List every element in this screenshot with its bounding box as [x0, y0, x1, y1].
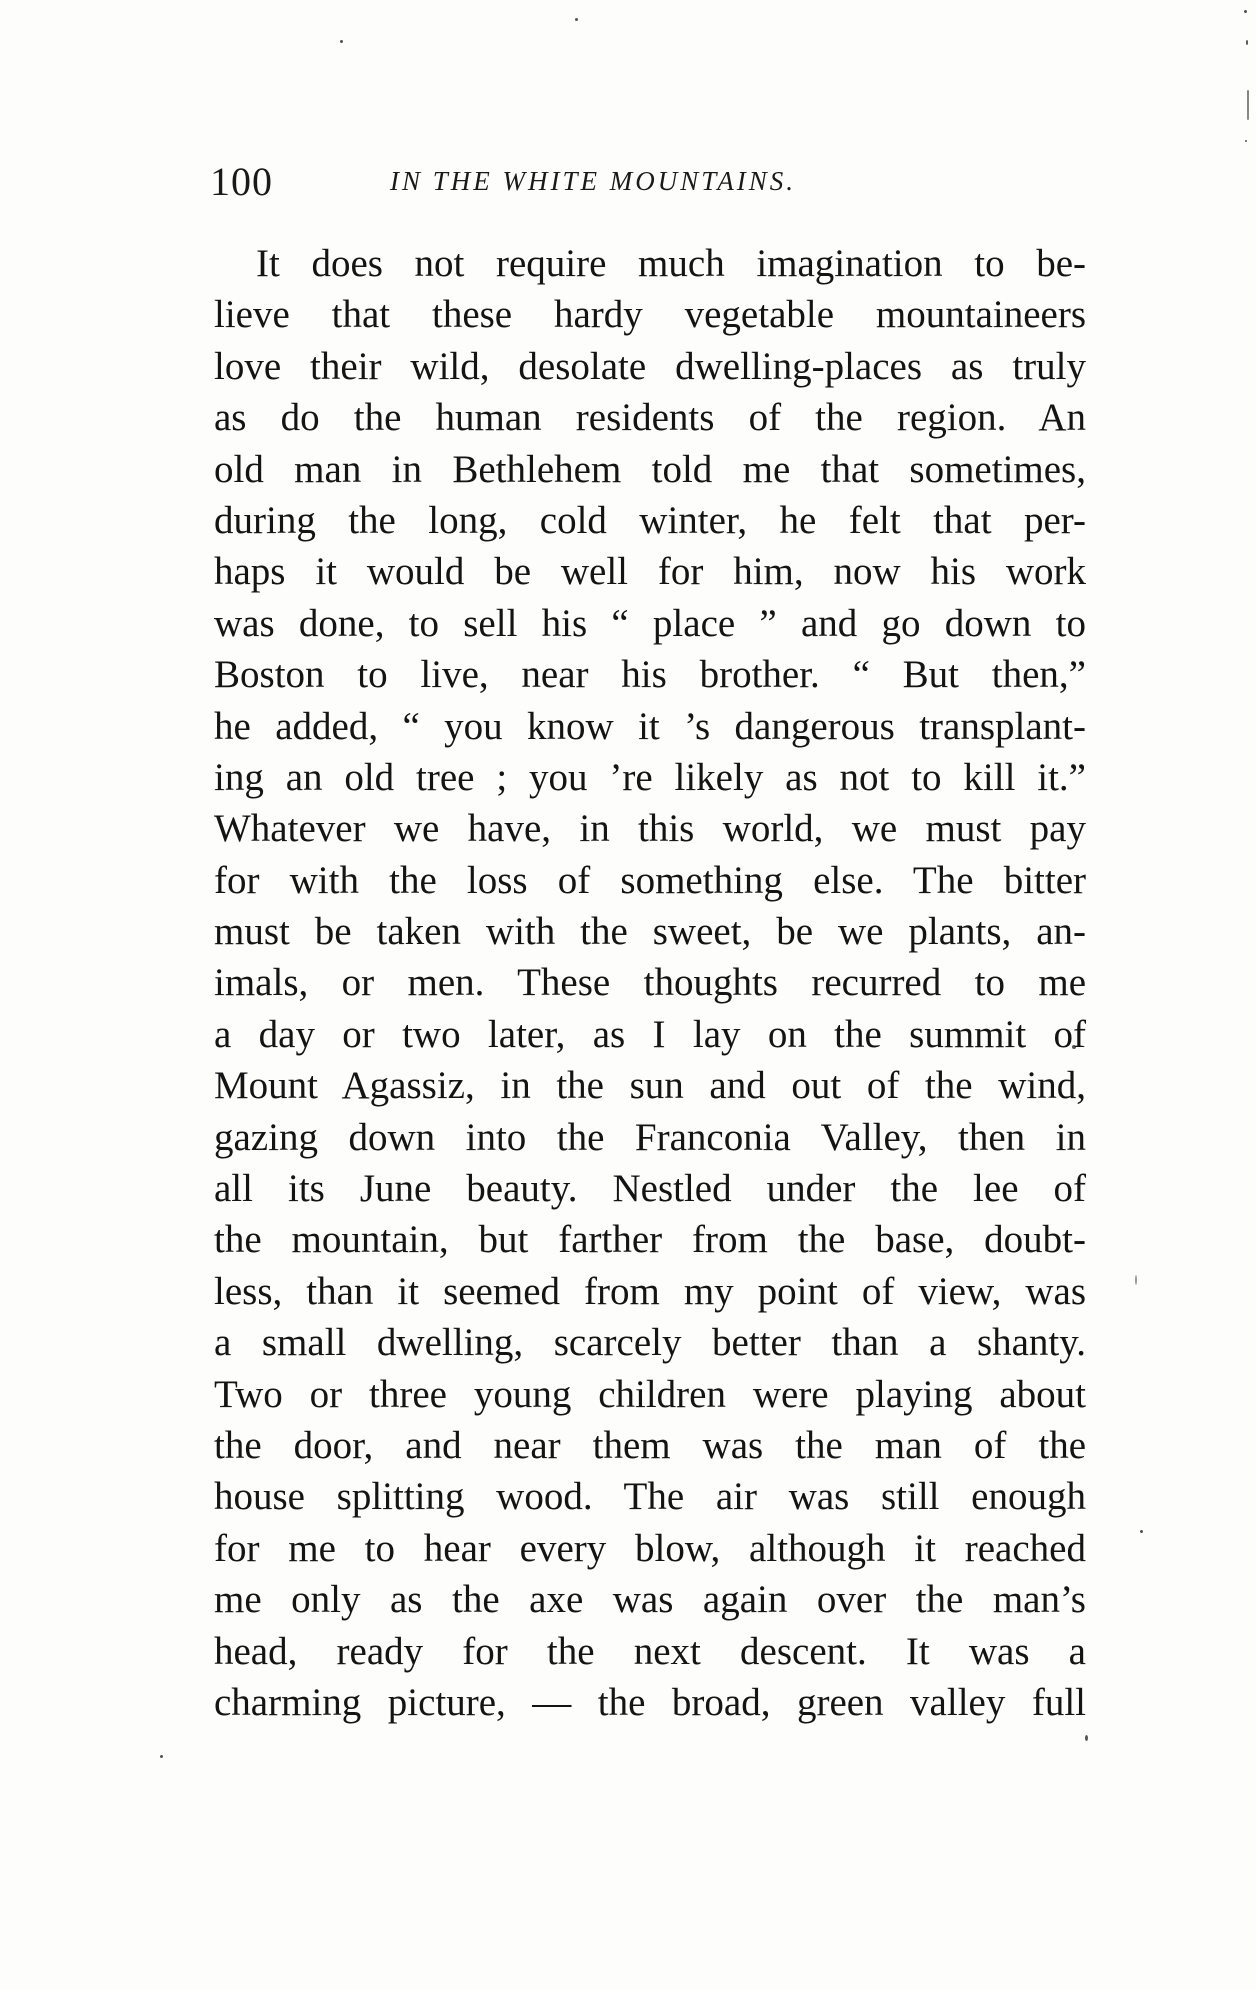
text-line: as do the human residents of the region. An	[214, 396, 1086, 440]
text-line: was done, to sell his “ place ” and go down to	[214, 601, 1086, 645]
text-line: Mount Agassiz, in the sun and out of the wind,	[214, 1064, 1086, 1108]
paper-speck	[340, 40, 343, 43]
text-line: ing an old tree ; you ’re likely as not to kill it.”	[214, 755, 1086, 799]
text-line: all its June beauty. Nestled under the lee of	[214, 1167, 1086, 1211]
text-line: house splitting wood. The air was still enough	[214, 1475, 1086, 1519]
text-line: lieve that these hardy vegetable mountaineers	[214, 293, 1086, 337]
text-line: he added, “ you know it ’s dangerous transplant-	[214, 704, 1086, 748]
page-edge-marks	[1238, 0, 1252, 180]
page-header	[210, 158, 1090, 208]
text-line: Boston to live, near his brother. “ But then,”	[214, 653, 1086, 697]
page-number: 100	[210, 159, 273, 204]
paper-speck	[1135, 1275, 1137, 1285]
running-title: IN THE WHITE MOUNTAINS.	[390, 166, 796, 196]
text-line: must be taken with the sweet, be we plants, an-	[214, 910, 1086, 954]
text-line: during the long, cold winter, he felt that per-	[214, 498, 1086, 542]
text-line: the mountain, but farther from the base, doubt-	[214, 1218, 1086, 1262]
text-line: head, ready for the next descent. It was a	[214, 1629, 1086, 1673]
paper-speck	[1140, 1530, 1143, 1533]
text-line: imals, or men. These thoughts recurred to me	[214, 961, 1086, 1005]
text-line: me only as the axe was again over the man’s	[214, 1578, 1086, 1622]
text-line: old man in Bethlehem told me that sometimes,	[214, 447, 1086, 491]
text-line: Two or three young children were playing about	[214, 1372, 1086, 1416]
text-line: a small dwelling, scarcely better than a shanty.	[214, 1321, 1086, 1365]
text-line: haps it would be well for him, now his work	[214, 550, 1086, 594]
text-line: Whatever we have, in this world, we must pay	[214, 807, 1086, 851]
text-line: less, than it seemed from my point of view, was	[214, 1269, 1086, 1313]
text-line: a day or two later, as I lay on the summit of	[214, 1012, 1086, 1056]
text-line: for with the loss of something else. The bitter	[214, 858, 1086, 902]
text-line: for me to hear every blow, although it reached	[214, 1526, 1086, 1570]
body-text	[214, 238, 1086, 1728]
text-line: gazing down into the Franconia Valley, then in	[214, 1115, 1086, 1159]
paper-speck	[160, 1755, 163, 1758]
paper-speck	[1085, 1735, 1088, 1741]
text-line: the door, and near them was the man of the	[214, 1423, 1086, 1467]
paper-speck	[575, 18, 578, 21]
text-line: love their wild, desolate dwelling-places as truly	[214, 344, 1086, 388]
text-line: It does not require much imagination to be-	[256, 242, 1086, 285]
text-line: charming picture, — the broad, green valley full	[214, 1680, 1086, 1724]
